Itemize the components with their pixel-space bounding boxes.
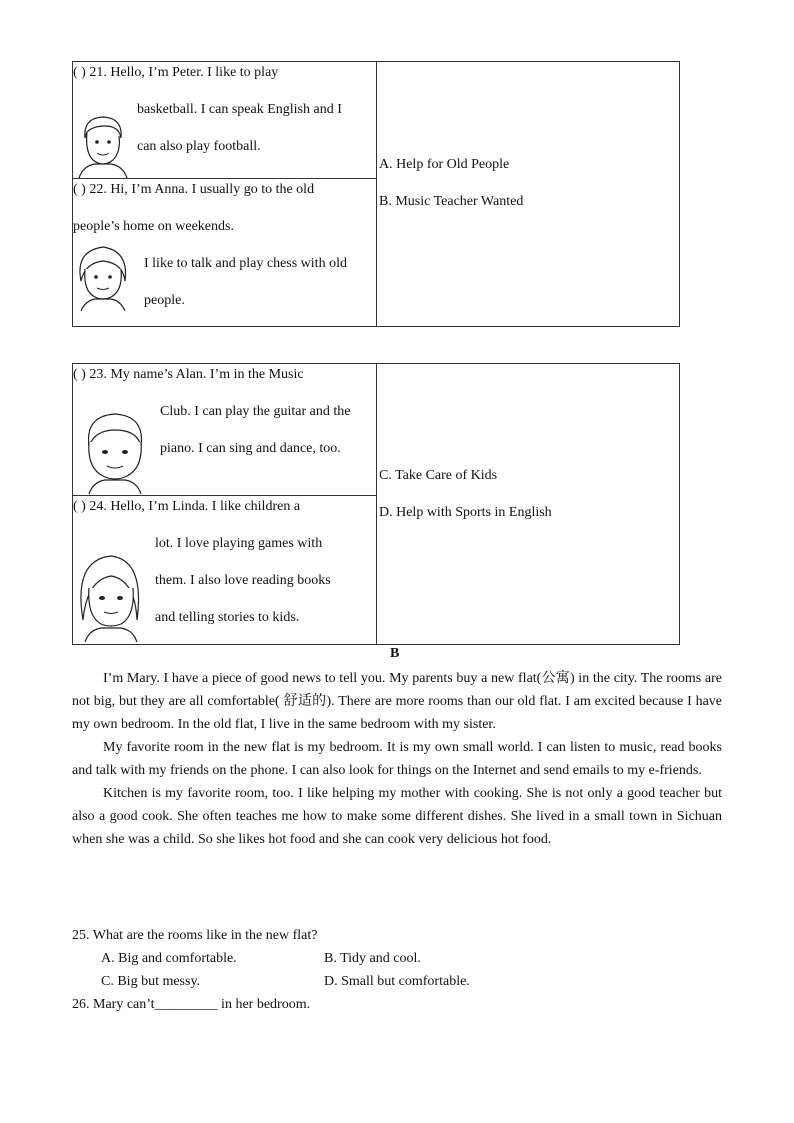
- q24-line-2: lot. I love playing games with: [155, 536, 323, 551]
- question-26-stem: 26. Mary can’t_________ in her bedroom.: [72, 997, 311, 1012]
- girl-portrait-icon: [73, 550, 147, 642]
- question-21-cell: [73, 62, 376, 178]
- q25-choice-c: C. Big but messy.: [101, 974, 201, 989]
- q22-line-3: I like to talk and play chess with old: [144, 256, 347, 271]
- matching-table-1: [72, 61, 680, 327]
- girl-portrait-icon: [73, 241, 133, 311]
- q22-line-4: people.: [144, 293, 185, 308]
- matching-table-2: [72, 363, 680, 645]
- boy-portrait-icon: [75, 112, 131, 178]
- question-25-stem: 25. What are the rooms like in the new flat?: [72, 928, 318, 943]
- option-c: C. Take Care of Kids: [379, 468, 498, 483]
- section-title: B: [390, 646, 400, 661]
- question-23-cell: [73, 364, 376, 495]
- q23-line-3: piano. I can sing and dance, too.: [160, 441, 341, 456]
- question-24-cell: [73, 496, 376, 644]
- q25-choice-d: D. Small but comfortable.: [324, 974, 470, 989]
- q22-line-2: people’s home on weekends.: [73, 219, 234, 234]
- options-column-1: [376, 62, 679, 326]
- q24-line-4: and telling stories to kids.: [155, 610, 300, 625]
- passage-paragraph-1: I’m Mary. I have a piece of good news to tell you. My parents buy a new flat(公寓) in the city. The rooms are not big, but they are all comfortable( 舒适的). There are more rooms than our old flat. I am excited because I have my own bedroom. In the old flat, I live in the same bedroom with my sister.: [72, 671, 722, 732]
- q25-choice-a: A. Big and comfortable.: [101, 951, 237, 966]
- q21-line-1: ( ) 21. Hello, I’m Peter. I like to play: [73, 65, 279, 80]
- q24-line-3: them. I also love reading books: [155, 573, 331, 588]
- question-22-cell: [73, 179, 376, 326]
- option-b: B. Music Teacher Wanted: [379, 194, 524, 209]
- options-column-2: [376, 364, 679, 644]
- passage-paragraph-2: My favorite room in the new flat is my bedroom. It is my own small world. I can listen to music, read books and talk with my friends on the phone. I can also look for things on the Internet and send emails to my e-friends.: [72, 740, 722, 778]
- option-a: A. Help for Old People: [379, 157, 510, 172]
- reading-passage: [72, 667, 722, 851]
- q23-line-2: Club. I can play the guitar and the: [160, 404, 351, 419]
- q23-line-1: ( ) 23. My name’s Alan. I’m in the Music: [73, 367, 304, 382]
- passage-paragraph-3: Kitchen is my favorite room, too. I like helping my mother with cooking. She is not only a good teacher but also a good cook. She often teaches me how to make some different dishes. She lived in a small town in Sichuan when she was a child. So she likes hot food and she can cook very delicious hot food.: [72, 786, 722, 847]
- q24-line-1: ( ) 24. Hello, I’m Linda. I like children a: [73, 499, 301, 514]
- boy-portrait-icon: [75, 410, 155, 494]
- option-d: D. Help with Sports in English: [379, 505, 552, 520]
- q21-line-2: basketball. I can speak English and I: [137, 102, 342, 117]
- q22-line-1: ( ) 22. Hi, I’m Anna. I usually go to the old: [73, 182, 315, 197]
- q25-choice-b: B. Tidy and cool.: [324, 951, 421, 966]
- q21-line-3: can also play football.: [137, 139, 261, 154]
